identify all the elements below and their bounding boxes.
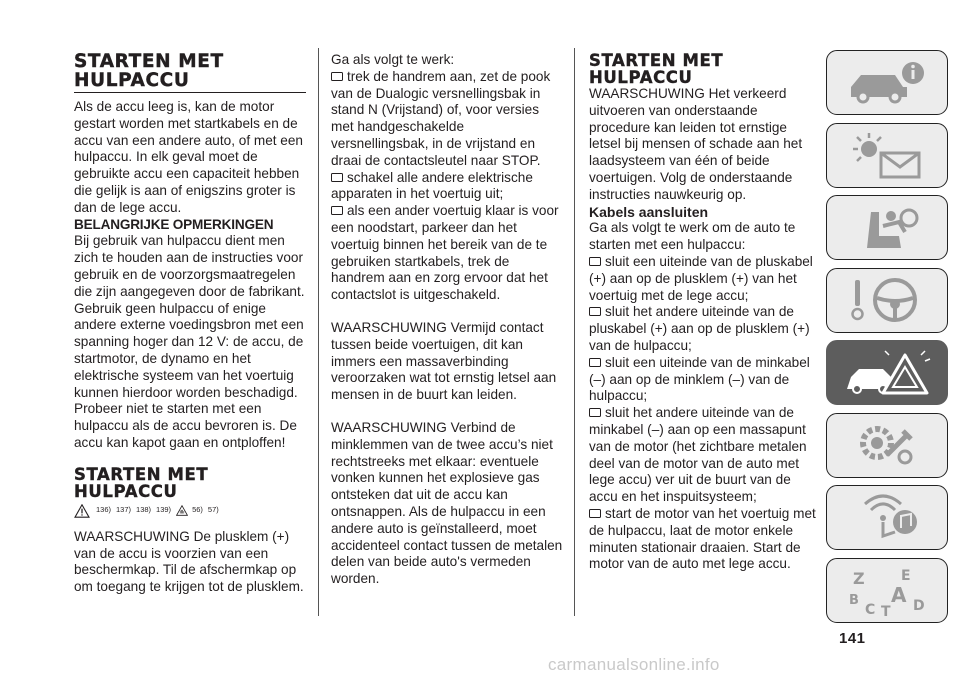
tab-multimedia[interactable] bbox=[826, 485, 948, 550]
step-text: schakel alle andere elektrische apparaten in het voertuig uit; bbox=[331, 169, 533, 202]
seat-airbag-icon bbox=[843, 202, 931, 254]
warning-triangle-icon bbox=[74, 504, 90, 518]
step-item bbox=[589, 405, 821, 506]
contact-warning: WAARSCHUWING Vermijd contact tussen beide voertuigen, dit kan immers een massaverbinding veroorzaken wat tot ernstig letsel aan mensen in de buurt kan leiden. bbox=[331, 319, 557, 403]
title-rule bbox=[74, 92, 306, 93]
procedure-lead: Ga als volgt te werk: bbox=[331, 52, 455, 67]
page-number: 141 bbox=[839, 630, 866, 647]
checkbox-bullet-icon bbox=[589, 358, 601, 367]
procedure-warning: WAARSCHUWING Het verkeerd uitvoeren van onderstaande procedure kan leiden tot ernstige letsel bij mensen of schade aan het laadsysteem van één of beide voertuigen. Volg de onderstaande instructies nauwkeurig op. bbox=[589, 86, 803, 202]
intro-paragraph: Als de accu leeg is, kan de motor gestart worden met startkabels en de accu van een andere auto, of met een hulpaccu. In elk geval moet de gebruikte accu een capaciteit hebben die gelijk is aan of enigszins groter is dan de lege accu. bbox=[74, 99, 303, 215]
steering-wheel-icon bbox=[843, 274, 931, 326]
index-letter-a: A bbox=[891, 583, 907, 607]
checkbox-bullet-icon bbox=[589, 509, 601, 518]
reference-139: 139) bbox=[156, 505, 172, 515]
subsection-title-line2: HULPACCU bbox=[74, 481, 178, 501]
cables-heading: Kabels aansluiten bbox=[589, 203, 709, 220]
column-divider-1 bbox=[318, 48, 319, 616]
tab-car-info[interactable] bbox=[826, 50, 948, 115]
tab-steering-wheel[interactable] bbox=[826, 268, 948, 333]
column-middle bbox=[331, 52, 563, 588]
tab-service[interactable] bbox=[826, 413, 948, 478]
reference-57: 57) bbox=[207, 505, 219, 515]
plus-terminal-warning: WAARSCHUWING De plusklem (+) van de accu is voorzien van een beschermkap. Til de afschermkap op om toegang te krijgen tot de plusklem. bbox=[74, 528, 304, 595]
index-letter-d: D bbox=[913, 598, 925, 614]
step-text: sluit een uiteinde van de minkabel (–) aan op de minklem (–) van de hulpaccu; bbox=[589, 354, 810, 404]
step-text: sluit het andere uiteinde van de pluskabel (+) aan op de plusklem (+) van de hulpaccu; bbox=[589, 304, 810, 353]
column-right bbox=[589, 52, 821, 573]
chapter-tabs bbox=[826, 50, 948, 630]
checkbox-bullet-icon bbox=[589, 307, 601, 316]
index-letter-z: Z bbox=[853, 569, 865, 588]
step-text: trek de handrem aan, zet de pook van de Dualogic versnellingsbak in stand N (Vrijstand) of, voor versies met handgeschakelde versnellingsbak, in de vrijstand en draai de contactsleutel naar STOP. bbox=[331, 68, 551, 168]
tab-seat-airbag[interactable] bbox=[826, 195, 948, 260]
column-left bbox=[74, 52, 306, 596]
important-notes-paragraph: Bij gebruik van hulpaccu dient men zich te houden aan de instructies voor gebruik en de voorzorgsmaatregelen die zijn aangegeven door de fabrikant. Gebruik geen hulpaccu of enige andere externe voedingsbron met een spanning hoger dan 12 V: de accu, de startmotor, de dynamo en het elektrische systeem van het voertuig kunnen hierdoor worden beschadigd. Probeer niet te starten met een hulpaccu als de accu bevroren is. De accu kan kapot gaan en ontploffen! bbox=[74, 233, 305, 450]
reference-137: 137) bbox=[116, 505, 132, 515]
checkbox-bullet-icon bbox=[331, 173, 343, 182]
step-item bbox=[589, 254, 821, 304]
dashboard-lights-icon bbox=[843, 129, 931, 181]
car-info-icon bbox=[843, 57, 931, 109]
index-letter-b: B bbox=[849, 593, 859, 608]
reference-56: 56) bbox=[192, 505, 203, 515]
reference-136: 136) bbox=[96, 505, 112, 515]
column-divider-2 bbox=[574, 48, 575, 616]
section-title-line1: STARTEN MET bbox=[589, 51, 724, 70]
index-letter-e: E bbox=[901, 568, 911, 584]
step-item bbox=[331, 170, 563, 204]
car-warning-triangle-icon bbox=[843, 347, 931, 399]
tab-index[interactable] bbox=[826, 558, 948, 623]
checkbox-bullet-icon bbox=[331, 206, 343, 215]
checkbox-bullet-icon bbox=[589, 408, 601, 417]
step-item bbox=[589, 506, 821, 573]
subsection-title-line1: STARTEN MET bbox=[74, 464, 209, 484]
alphabet-index-icon bbox=[843, 564, 931, 616]
tab-emergency[interactable] bbox=[826, 340, 948, 405]
section-title-line2: HULPACCU bbox=[589, 68, 693, 87]
step-item bbox=[331, 203, 563, 304]
section-title-line2: HULPACCU bbox=[74, 70, 190, 91]
step-text: sluit het andere uiteinde van de minkabel (–) aan op een massapunt van de motor (het zichtbare metalen deel van de motor van de auto met lege accu) ver uit de buurt van de accu en het inspuitsysteem; bbox=[589, 405, 807, 505]
warning-references bbox=[74, 503, 306, 519]
service-gear-icon bbox=[843, 419, 931, 471]
index-letter-c: C bbox=[865, 602, 876, 616]
index-letter-t: T bbox=[881, 604, 891, 616]
checkbox-bullet-icon bbox=[331, 72, 343, 81]
multimedia-icon bbox=[843, 492, 931, 544]
cables-lead: Ga als volgt te werk om de auto te starten met een hulpaccu: bbox=[589, 220, 796, 253]
step-item bbox=[331, 69, 563, 170]
step-item bbox=[589, 355, 821, 405]
reference-138: 138) bbox=[136, 505, 152, 515]
step-text: sluit een uiteinde van de pluskabel (+) aan op de plusklem (+) van het voertuig met de lege accu; bbox=[589, 253, 813, 303]
section-title-line1: STARTEN MET bbox=[74, 51, 224, 72]
important-notes-heading: BELANGRIJKE OPMERKINGEN bbox=[74, 216, 274, 232]
step-text: als een ander voertuig klaar is voor een noodstart, parkeer dan het voertuig binnen het bereik van de te gebruiken startkabels, trek de handrem aan en zorg ervoor dat het contactslot is uitgeschakeld. bbox=[331, 203, 559, 303]
step-item bbox=[589, 304, 821, 354]
minus-clamps-warning: WAARSCHUWING Verbind de minklemmen van de twee accu’s niet rechtstreeks met elkaar: eventuele vonken kunnen het explosieve gas ontsteken dat uit de accu kan ontsnappen. Als de hulpaccu in een andere auto is geïnstalleerd, moet accidenteel contact tussen de metalen delen van beide auto's vermeden worden. bbox=[331, 419, 563, 587]
watermark: carmanualsonline.info bbox=[548, 655, 720, 674]
tab-dashboard-lights[interactable] bbox=[826, 123, 948, 188]
caution-hand-icon bbox=[176, 505, 188, 516]
checkbox-bullet-icon bbox=[589, 257, 601, 266]
step-text: start de motor van het voertuig met de hulpaccu, laat de motor enkele minuten stationair draaien. Start de motor van de auto met lege accu. bbox=[589, 505, 816, 572]
